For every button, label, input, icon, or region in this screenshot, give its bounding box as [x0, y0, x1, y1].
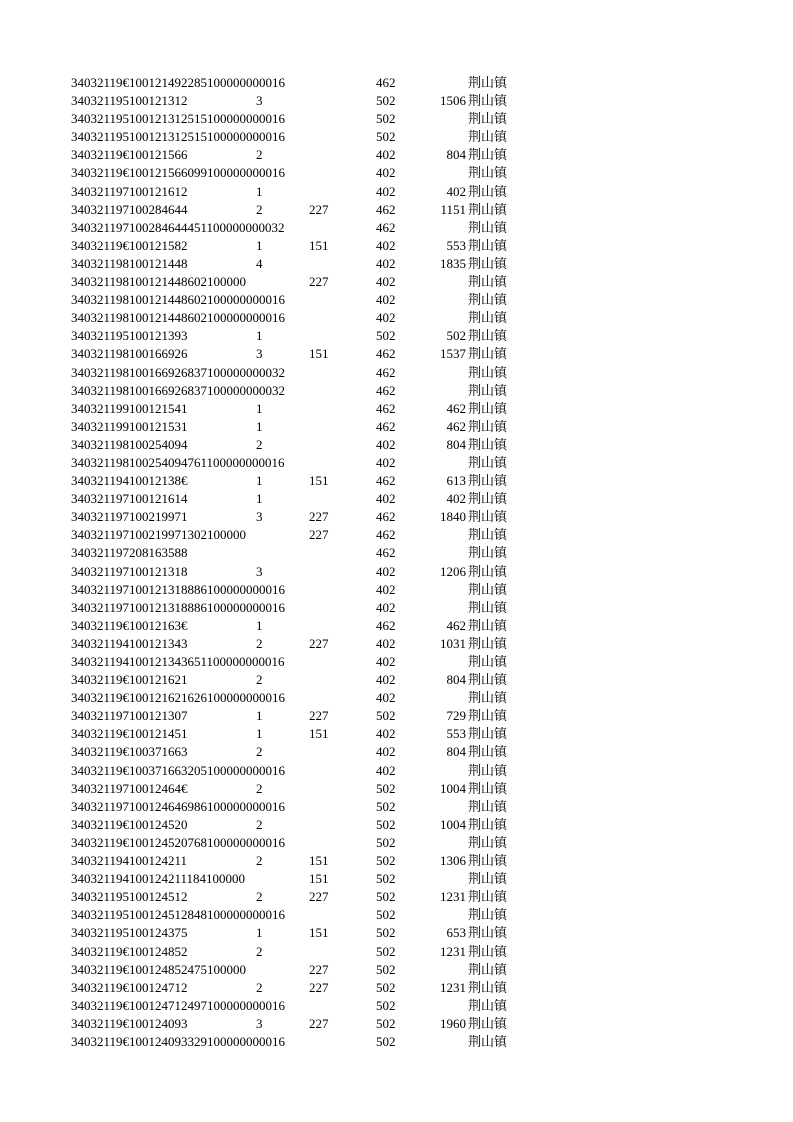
cell-town: 荆山镇 — [468, 75, 508, 90]
cell-count: 1 — [256, 418, 263, 434]
table-row — [0, 544, 793, 562]
cell-town: 荆山镇 — [468, 436, 508, 452]
cell-town: 荆山镇 — [468, 418, 508, 434]
cell-id: 34032119€100121582 — [71, 237, 188, 253]
cell-base: 402 — [376, 147, 396, 163]
cell-base: 402 — [376, 726, 396, 742]
cell-count: 1 — [256, 617, 263, 633]
cell-base: 402 — [376, 744, 396, 760]
cell-total: 1537 — [440, 346, 466, 362]
cell-base: 402 — [376, 599, 396, 615]
table-row — [0, 1015, 793, 1033]
cell-base: 502 — [376, 780, 396, 796]
cell-total: 553 — [446, 726, 466, 742]
cell-allowance: 227 — [309, 708, 329, 724]
table-row — [0, 581, 793, 599]
cell-base: 462 — [376, 617, 396, 633]
table-row — [0, 1033, 793, 1051]
cell-base: 502 — [376, 708, 396, 724]
cell-id: 34032119‍5100124512 — [71, 889, 188, 905]
cell-id: 34032119€100121621626100000000016 — [71, 690, 286, 706]
cell-base: 462 — [376, 382, 396, 398]
table-row — [0, 997, 793, 1015]
cell-base: 402 — [376, 635, 396, 651]
cell-id: 34032119‍5100121312515100000000016 — [71, 111, 286, 127]
cell-base: 462 — [376, 400, 396, 416]
cell-count: 1 — [256, 491, 263, 507]
cell-total: 1004 — [440, 816, 466, 832]
cell-id: 34032119€100124712 — [71, 979, 188, 995]
table-row — [0, 707, 793, 725]
table-row — [0, 74, 793, 92]
table-row — [0, 834, 793, 852]
cell-town: 荆山镇 — [468, 491, 508, 507]
cell-allowance: 227 — [309, 1015, 329, 1031]
cell-allowance: 227 — [309, 979, 329, 995]
cell-town: 荆山镇 — [468, 473, 508, 489]
cell-base: 502 — [376, 328, 396, 344]
cell-town: 荆山镇 — [468, 925, 508, 941]
cell-total: 613 — [446, 473, 466, 489]
cell-id: 340321198100254094 — [71, 436, 188, 452]
cell-total: 462 — [446, 418, 466, 434]
table-row — [0, 291, 793, 309]
cell-id: 34032119‍5100121312515100000000016 — [71, 129, 286, 145]
cell-id: 340321198100121448 — [71, 255, 188, 271]
table-row — [0, 780, 793, 798]
table-row — [0, 472, 793, 490]
cell-town: 荆山镇 — [468, 907, 508, 923]
cell-town: 荆山镇 — [468, 310, 508, 326]
cell-town: 荆山镇 — [468, 382, 508, 398]
cell-base: 502 — [376, 907, 396, 923]
cell-base: 402 — [376, 690, 396, 706]
cell-town: 荆山镇 — [468, 617, 508, 633]
cell-base: 502 — [376, 816, 396, 832]
cell-count: 3 — [256, 563, 263, 579]
cell-total: 462 — [446, 400, 466, 416]
cell-id: 34032119€100124093329100000000016 — [71, 1033, 286, 1049]
cell-town: 荆山镇 — [468, 654, 508, 669]
cell-count: 2 — [256, 780, 263, 796]
cell-town: 荆山镇 — [468, 726, 508, 742]
cell-town: 荆山镇 — [468, 545, 508, 561]
cell-count: 2 — [256, 672, 263, 688]
cell-id: 34032119€100124520768100000000016 — [71, 834, 286, 850]
table-row — [0, 92, 793, 110]
table-row — [0, 689, 793, 707]
table-row — [0, 436, 793, 454]
cell-id: 34032119710012464€ — [71, 780, 188, 796]
cell-total: 1231 — [440, 943, 466, 959]
cell-allowance: 151 — [309, 853, 329, 869]
cell-base: 462 — [376, 201, 396, 217]
cell-base: 402 — [376, 654, 396, 669]
table-row — [0, 888, 793, 906]
cell-total: 1231 — [440, 979, 466, 995]
cell-base: 462 — [376, 364, 396, 380]
cell-town: 荆山镇 — [468, 780, 508, 796]
table-row — [0, 816, 793, 834]
cell-allowance: 227 — [309, 509, 329, 525]
cell-id: 340321197100121318886100000000016 — [71, 581, 286, 597]
cell-id: 340321199100121541 — [71, 400, 188, 416]
cell-base: 402 — [376, 454, 396, 470]
cell-id: 34032119‍5100124512848100000000016 — [71, 907, 286, 923]
cell-town: 荆山镇 — [468, 762, 508, 778]
cell-base: 502 — [376, 943, 396, 959]
cell-town: 荆山镇 — [468, 708, 508, 724]
cell-total: 804 — [446, 147, 466, 163]
cell-total: 1004 — [440, 780, 466, 796]
table-row — [0, 201, 793, 219]
cell-id: 340321198100121448602100000000016 — [71, 292, 286, 308]
cell-town: 荆山镇 — [468, 744, 508, 760]
table-row — [0, 110, 793, 128]
cell-count: 2 — [256, 853, 263, 869]
cell-count: 4 — [256, 255, 263, 271]
cell-id: 34032119€100124520 — [71, 816, 188, 832]
cell-town: 荆山镇 — [468, 111, 508, 127]
cell-allowance: 227 — [309, 635, 329, 651]
cell-count: 1 — [256, 708, 263, 724]
cell-id: 340321197100121614 — [71, 491, 188, 507]
cell-total: 1506 — [440, 93, 466, 109]
cell-base: 402 — [376, 165, 396, 181]
cell-id: 34032119€100121621 — [71, 672, 188, 688]
cell-town: 荆山镇 — [468, 183, 508, 199]
cell-count: 2 — [256, 744, 263, 760]
cell-id: 340321197100124646986100000000016 — [71, 798, 286, 814]
table-row — [0, 979, 793, 997]
cell-count: 3 — [256, 93, 263, 109]
table-row — [0, 219, 793, 237]
cell-total: 1840 — [440, 509, 466, 525]
cell-town: 荆山镇 — [468, 581, 508, 597]
cell-town: 荆山镇 — [468, 93, 508, 109]
cell-id: 340321194100121343651100000000016 — [71, 654, 285, 669]
cell-base: 502 — [376, 834, 396, 850]
table-row — [0, 128, 793, 146]
cell-id: 340321198100254094761100000000016 — [71, 454, 285, 470]
cell-town: 荆山镇 — [468, 961, 508, 977]
cell-allowance: 151 — [309, 871, 329, 887]
cell-count: 2 — [256, 943, 263, 959]
table-row — [0, 418, 793, 436]
cell-base: 462 — [376, 75, 396, 90]
cell-count: 1 — [256, 473, 263, 489]
cell-total: 553 — [446, 237, 466, 253]
table-row — [0, 599, 793, 617]
cell-town: 荆山镇 — [468, 1033, 508, 1049]
table-row — [0, 762, 793, 780]
cell-town: 荆山镇 — [468, 834, 508, 850]
cell-base: 462 — [376, 346, 396, 362]
cell-allowance: 151 — [309, 925, 329, 941]
cell-count: 2 — [256, 436, 263, 452]
table-row — [0, 961, 793, 979]
cell-town: 荆山镇 — [468, 346, 508, 362]
cell-allowance: 227 — [309, 527, 329, 543]
cell-base: 402 — [376, 762, 396, 778]
cell-total: 1306 — [440, 853, 466, 869]
cell-town: 荆山镇 — [468, 527, 508, 543]
cell-count: 2 — [256, 816, 263, 832]
cell-id: 34032119‍5100124375 — [71, 925, 188, 941]
cell-count: 2 — [256, 635, 263, 651]
cell-total: 804 — [446, 436, 466, 452]
cell-total: 1031 — [440, 635, 466, 651]
cell-total: 1151 — [440, 201, 466, 217]
cell-allowance: 151 — [309, 473, 329, 489]
spreadsheet-table — [0, 74, 793, 1051]
cell-base: 402 — [376, 581, 396, 597]
cell-id: 34032119€10012163€ — [71, 617, 188, 633]
cell-id: 340321199100121531 — [71, 418, 188, 434]
cell-count: 1 — [256, 237, 263, 253]
cell-base: 502 — [376, 961, 396, 977]
cell-town: 荆山镇 — [468, 798, 508, 814]
cell-town: 荆山镇 — [468, 635, 508, 651]
table-row — [0, 617, 793, 635]
cell-base: 502 — [376, 93, 396, 109]
cell-town: 荆山镇 — [468, 979, 508, 995]
cell-count: 2 — [256, 979, 263, 995]
table-row — [0, 924, 793, 942]
cell-total: 402 — [446, 491, 466, 507]
cell-id: 34032119€100124852 — [71, 943, 188, 959]
cell-town: 荆山镇 — [468, 274, 508, 290]
table-row — [0, 653, 793, 671]
cell-total: 729 — [446, 708, 466, 724]
cell-base: 462 — [376, 545, 396, 561]
cell-allowance: 151 — [309, 726, 329, 742]
cell-base: 462 — [376, 473, 396, 489]
cell-total: 1960 — [440, 1015, 466, 1031]
cell-base: 462 — [376, 418, 396, 434]
cell-count: 3 — [256, 346, 263, 362]
table-row — [0, 164, 793, 182]
cell-town: 荆山镇 — [468, 853, 508, 869]
cell-town: 荆山镇 — [468, 563, 508, 579]
cell-count: 3 — [256, 1015, 263, 1031]
cell-total: 1206 — [440, 563, 466, 579]
table-row — [0, 400, 793, 418]
table-row — [0, 255, 793, 273]
cell-town: 荆山镇 — [468, 400, 508, 416]
cell-base: 402 — [376, 436, 396, 452]
cell-allowance: 151 — [309, 237, 329, 253]
table-row — [0, 309, 793, 327]
cell-id: 34032119€100124712497100000000016 — [71, 997, 286, 1013]
cell-base: 502 — [376, 1015, 396, 1031]
cell-base: 402 — [376, 491, 396, 507]
cell-id: 34032119‍5100121312 — [71, 93, 188, 109]
cell-town: 荆山镇 — [468, 690, 508, 706]
cell-count: 2 — [256, 889, 263, 905]
cell-id: 34032119€100121451 — [71, 726, 188, 742]
cell-total: 653 — [446, 925, 466, 941]
cell-id: 340321198100166926837100000000032 — [71, 382, 286, 398]
cell-id: 340321197100121318 — [71, 563, 188, 579]
cell-id: 340321197100121307 — [71, 708, 188, 724]
cell-town: 荆山镇 — [468, 816, 508, 832]
table-row — [0, 146, 793, 164]
cell-id: 340321198100121448602100000 — [71, 274, 247, 290]
cell-base: 502 — [376, 129, 396, 145]
cell-town: 荆山镇 — [468, 237, 508, 253]
cell-id: 340321198100121448602100000000016 — [71, 310, 286, 326]
cell-count: 2 — [256, 201, 263, 217]
table-row — [0, 364, 793, 382]
cell-id: 34032119‍5100121393 — [71, 328, 188, 344]
cell-town: 荆山镇 — [468, 1015, 508, 1031]
cell-total: 502 — [446, 328, 466, 344]
table-row — [0, 237, 793, 255]
table-row — [0, 870, 793, 888]
cell-id: 34032119€100124852475100000 — [71, 961, 247, 977]
table-row — [0, 526, 793, 544]
table-row — [0, 563, 793, 581]
table-row — [0, 906, 793, 924]
cell-allowance: 227 — [309, 961, 329, 977]
cell-base: 462 — [376, 219, 396, 235]
cell-id: 340321194100124211 — [71, 853, 188, 869]
cell-town: 荆山镇 — [468, 509, 508, 525]
cell-town: 荆山镇 — [468, 997, 508, 1013]
cell-allowance: 151 — [309, 346, 329, 362]
table-row — [0, 345, 793, 363]
cell-id: 340321197208163588 — [71, 545, 188, 561]
cell-town: 荆山镇 — [468, 599, 508, 615]
cell-town: 荆山镇 — [468, 292, 508, 308]
table-row — [0, 725, 793, 743]
cell-base: 402 — [376, 255, 396, 271]
table-row — [0, 743, 793, 761]
cell-count: 1 — [256, 183, 263, 199]
cell-id: 340321198100166926837100000000032 — [71, 364, 286, 380]
table-row — [0, 798, 793, 816]
cell-total: 402 — [446, 183, 466, 199]
cell-id: 34032119€100121566 — [71, 147, 188, 163]
cell-base: 462 — [376, 527, 396, 543]
cell-base: 402 — [376, 672, 396, 688]
cell-total: 1835 — [440, 255, 466, 271]
table-row — [0, 454, 793, 472]
cell-town: 荆山镇 — [468, 454, 508, 470]
cell-id: 340321194100124211184100000 — [71, 871, 246, 887]
cell-town: 荆山镇 — [468, 871, 508, 887]
cell-count: 2 — [256, 147, 263, 163]
cell-town: 荆山镇 — [468, 165, 508, 181]
cell-count: 1 — [256, 726, 263, 742]
cell-base: 502 — [376, 925, 396, 941]
table-row — [0, 183, 793, 201]
cell-id: 340321197100284644 — [71, 201, 188, 217]
cell-count: 1 — [256, 400, 263, 416]
cell-id: 34032119410012138€ — [71, 473, 188, 489]
cell-id: 340321197100219971302100000 — [71, 527, 247, 543]
cell-id: 34032119€100124093 — [71, 1015, 188, 1031]
cell-allowance: 227 — [309, 201, 329, 217]
cell-count: 1 — [256, 328, 263, 344]
cell-base: 502 — [376, 889, 396, 905]
cell-town: 荆山镇 — [468, 672, 508, 688]
cell-id: 340321197100219971 — [71, 509, 188, 525]
cell-total: 804 — [446, 672, 466, 688]
cell-town: 荆山镇 — [468, 364, 508, 380]
cell-base: 502 — [376, 871, 396, 887]
cell-total: 1231 — [440, 889, 466, 905]
cell-id: 340321198100166926 — [71, 346, 188, 362]
cell-town: 荆山镇 — [468, 201, 508, 217]
cell-allowance: 227 — [309, 274, 329, 290]
cell-id: 340321197100121612 — [71, 183, 188, 199]
cell-id: 340321197100121318886100000000016 — [71, 599, 286, 615]
table-row — [0, 273, 793, 291]
cell-base: 502 — [376, 111, 396, 127]
cell-base: 502 — [376, 1033, 396, 1049]
cell-town: 荆山镇 — [468, 147, 508, 163]
cell-id: 34032119€100371663205100000000016 — [71, 762, 286, 778]
table-row — [0, 852, 793, 870]
cell-town: 荆山镇 — [468, 129, 508, 145]
cell-base: 402 — [376, 237, 396, 253]
cell-total: 804 — [446, 744, 466, 760]
cell-base: 502 — [376, 979, 396, 995]
cell-town: 荆山镇 — [468, 943, 508, 959]
cell-count: 3 — [256, 509, 263, 525]
cell-base: 402 — [376, 183, 396, 199]
cell-town: 荆山镇 — [468, 328, 508, 344]
cell-allowance: 227 — [309, 889, 329, 905]
table-row — [0, 671, 793, 689]
cell-base: 502 — [376, 997, 396, 1013]
cell-town: 荆山镇 — [468, 219, 508, 235]
cell-id: 340321194100121343 — [71, 635, 188, 651]
cell-town: 荆山镇 — [468, 889, 508, 905]
cell-count: 1 — [256, 925, 263, 941]
cell-base: 502 — [376, 798, 396, 814]
cell-id: 34032119€100121492285100000000016 — [71, 75, 286, 90]
table-row — [0, 943, 793, 961]
table-row — [0, 327, 793, 345]
cell-base: 402 — [376, 274, 396, 290]
cell-base: 402 — [376, 292, 396, 308]
cell-town: 荆山镇 — [468, 255, 508, 271]
cell-base: 402 — [376, 310, 396, 326]
cell-total: 462 — [446, 617, 466, 633]
table-row — [0, 382, 793, 400]
table-row — [0, 635, 793, 653]
cell-base: 402 — [376, 563, 396, 579]
cell-id: 34032119€100371663 — [71, 744, 188, 760]
table-row — [0, 490, 793, 508]
cell-base: 462 — [376, 509, 396, 525]
cell-id: 340321197100284644451100000000032 — [71, 219, 285, 235]
table-row — [0, 508, 793, 526]
cell-base: 502 — [376, 853, 396, 869]
cell-id: 34032119€100121566099100000000016 — [71, 165, 286, 181]
